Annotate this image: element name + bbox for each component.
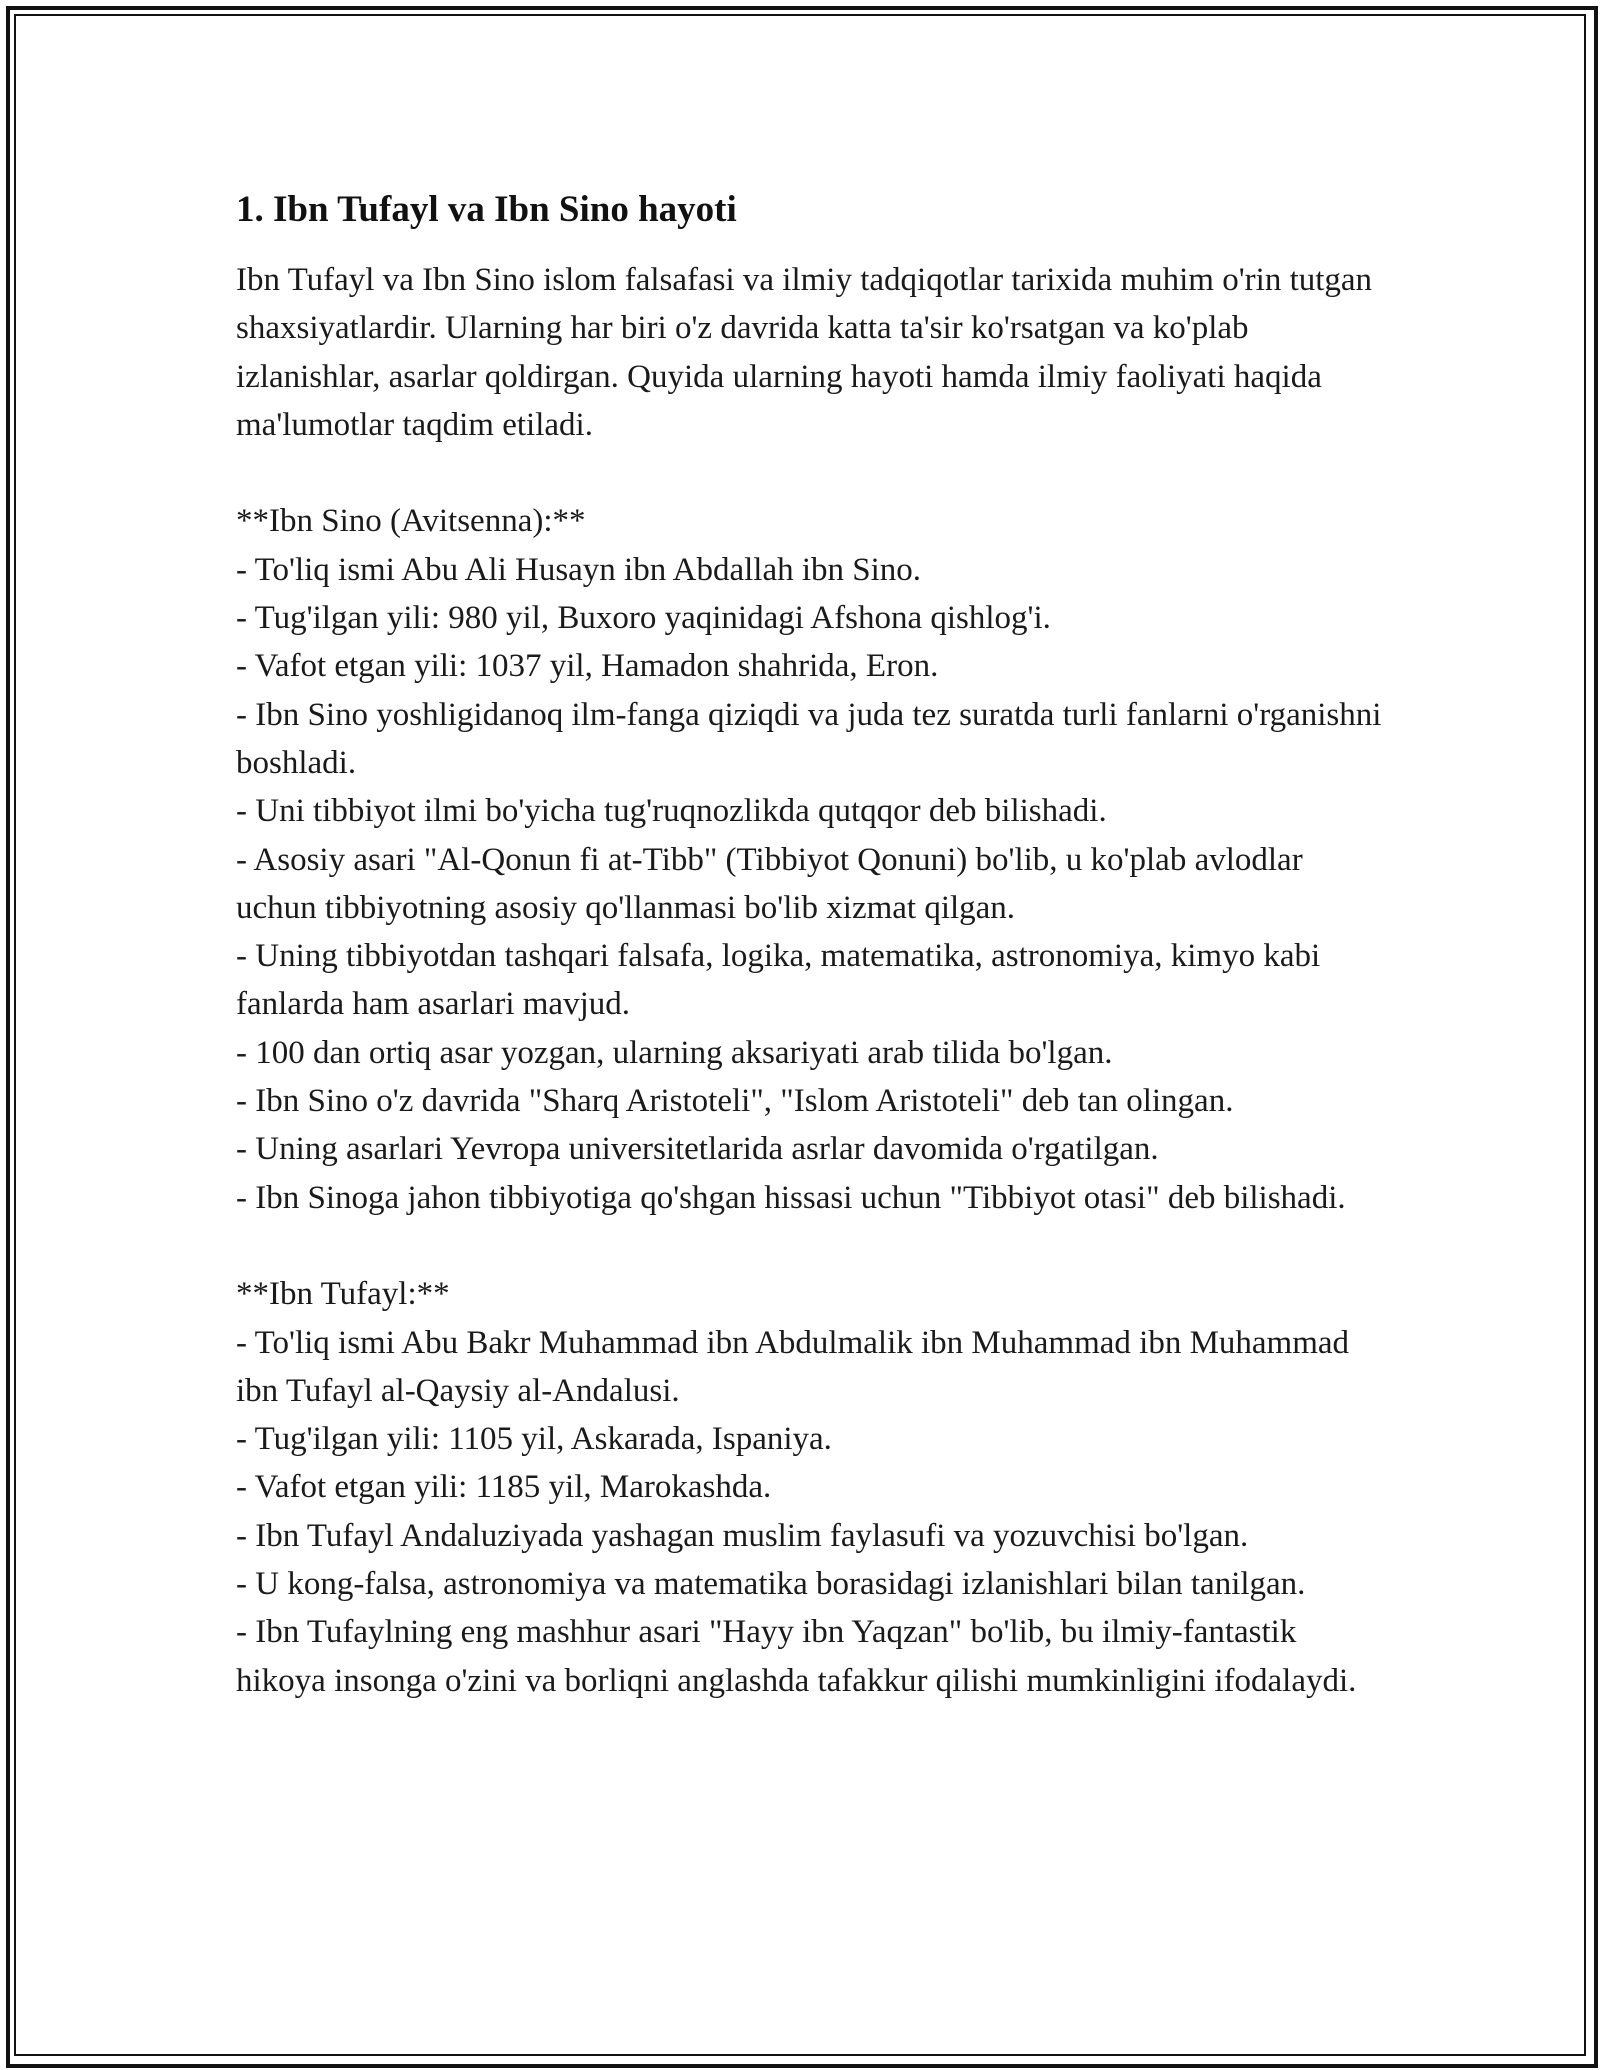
list-item: - Uning tibbiyotdan tashqari falsafa, logika, matematika, astronomiya, kimyo kabi fanlarda ham asarlari mavjud. [236, 938, 1321, 1023]
paragraph-spacer [236, 449, 1386, 497]
list-item: - Asosiy asari "Al-Qonun fi at-Tibb" (Tibbiyot Qonuni) bo'lib, u ko'plab avlodlar uchun tibbiyotning asosiy qo'llanmasi bo'lib xizmat qilgan. [236, 841, 1303, 926]
section-heading-ibn-tufayl: **Ibn Tufayl:** [236, 1276, 450, 1313]
list-item: - Ibn Sino yoshligidanoq ilm-fanga qiziqdi va juda tez suratda turli fanlarni o'rganishni boshladi. [236, 696, 1382, 781]
list-item: - Ibn Sinoga jahon tibbiyotiga qo'shgan hissasi uchun "Tibbiyot otasi" deb bilishadi. [236, 1179, 1346, 1216]
list-item: - Tug'ilgan yili: 1105 yil, Askarada, Ispaniya. [236, 1421, 832, 1458]
list-item: - U kong-falsa, astronomiya va matematika borasidagi izlanishlari bilan tanilgan. [236, 1566, 1306, 1603]
intro-paragraph: Ibn Tufayl va Ibn Sino islom falsafasi va ilmiy tadqiqotlar tarixida muhim o'rin tutgan shaxsiyatlardir. Ularning har biri o'z davrida katta ta'sir ko'rsatgan va ko'plab izlanishlar, asarlar qoldirgan. Quyida ularning hayoti hamda ilmiy faoliyati haqida ma'lumotlar taqdim etiladi. [236, 262, 1373, 443]
ibn-sino-facts-list [236, 546, 1386, 1222]
list-item: - Ibn Tufayl Andaluziyada yashagan muslim faylasufi va yozuvchisi bo'lgan. [236, 1517, 1249, 1554]
section-ibn-tufayl [236, 1270, 1386, 1705]
list-item: - Ibn Sino o'z davrida "Sharq Aristoteli", "Islom Aristoteli" deb tan olingan. [236, 1083, 1234, 1120]
ibn-tufayl-facts-list [236, 1319, 1386, 1705]
list-item: - Vafot etgan yili: 1185 yil, Marokashda. [236, 1469, 772, 1506]
list-item: - Uning asarlari Yevropa universitetlarida asrlar davomida o'rgatilgan. [236, 1131, 1159, 1168]
list-item: - Tug'ilgan yili: 980 yil, Buxoro yaqinidagi Afshona qishlog'i. [236, 600, 1051, 637]
list-item: - Ibn Tufaylning eng mashhur asari "Hayy ibn Yaqzan" bo'lib, bu ilmiy-fantastik hikoya insonga o'zini va borliqni anglashda tafakkur qilishi mumkinligini ifodalaydi. [236, 1614, 1357, 1699]
paragraph-spacer [236, 1222, 1386, 1270]
section-ibn-sino [236, 497, 1386, 1221]
section-heading-ibn-sino: **Ibn Sino (Avitsenna):** [236, 503, 586, 540]
document-body [236, 186, 1386, 1705]
list-item: - To'liq ismi Abu Bakr Muhammad ibn Abdulmalik ibn Muhammad ibn Muhammad ibn Tufayl al-Qaysiy al-Andalusi. [236, 1324, 1350, 1409]
list-item: - Vafot etgan yili: 1037 yil, Hamadon shahrida, Eron. [236, 648, 939, 685]
list-item: - 100 dan ortiq asar yozgan, ularning aksariyati arab tilida bo'lgan. [236, 1034, 1113, 1071]
document-title: 1. Ibn Tufayl va Ibn Sino hayoti [236, 189, 737, 230]
list-item: - Uni tibbiyot ilmi bo'yicha tug'ruqnozlikda qutqqor deb bilishadi. [236, 793, 1107, 830]
list-item: - To'liq ismi Abu Ali Husayn ibn Abdallah ibn Sino. [236, 551, 922, 588]
